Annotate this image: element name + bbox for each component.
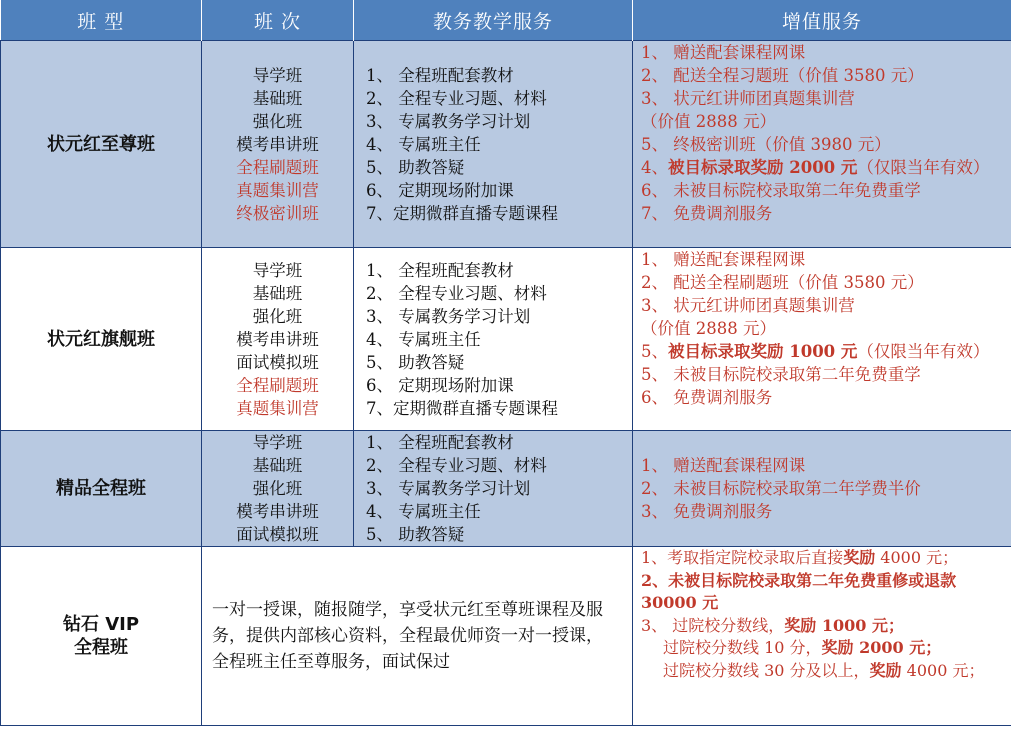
list-item: 模考串讲班 (236, 502, 319, 521)
list-item: 导学班 (252, 260, 303, 280)
list-item: 1、 全程班配套教材 (366, 433, 514, 452)
list-item: 基础班 (252, 456, 303, 475)
list-item: 面试模拟班 (236, 352, 319, 372)
list-item: 5、 助教答疑 (366, 157, 465, 177)
list-item (641, 615, 1011, 638)
list-item: 强化班 (252, 111, 303, 131)
table-row (1, 248, 1011, 431)
class-name: 状元红旗舰班 (1, 248, 202, 431)
list-item: 5、 助教答疑 (366, 352, 465, 372)
list-item: 2、 全程专业习题、材料 (366, 88, 547, 108)
list-item: 基础班 (252, 88, 303, 108)
list-item: 7、 免费调剂服务 (641, 204, 773, 223)
item-number: 5、 (641, 342, 668, 361)
list-item: 6、 定期现场附加课 (366, 180, 514, 200)
list-item (641, 570, 1011, 615)
class-name: 状元红至尊班 (1, 41, 202, 248)
list-item: 3、 专属教务学习计划 (366, 306, 531, 326)
list-item: （价值 2888 元） (641, 112, 776, 131)
header-class-type: 班 型 (1, 0, 202, 41)
class-name (1, 547, 202, 726)
list-item: 1、 赠送配套课程网课 (641, 43, 806, 62)
validity-text: （仅限当年有效） (857, 342, 990, 361)
list-item: 4、 专属班主任 (366, 502, 481, 521)
value-list (633, 547, 1011, 726)
value-list (633, 248, 1011, 431)
list-item: 6、 免费调剂服务 (641, 388, 773, 407)
value-list (633, 41, 1011, 248)
list-item (641, 637, 1011, 660)
list-item: 基础班 (252, 283, 303, 303)
list-item: 2、 全程专业习题、材料 (366, 283, 547, 303)
list-item: 终极密训班 (236, 203, 319, 223)
list-item: 6、 定期现场附加课 (366, 375, 514, 395)
header-row (1, 0, 1011, 41)
item-number: 4、 (641, 158, 668, 177)
list-item: 1、 全程班配套教材 (366, 260, 514, 280)
class-list (202, 41, 354, 248)
list-item: 2、 配送全程习题班（价值 3580 元） (641, 66, 924, 85)
list-item: 3、 状元红讲师团真题集训营 (641, 89, 855, 108)
list-item: 7、定期微群直播专题课程 (366, 203, 558, 223)
reward-text: 被目标录取奖励 2000 元 (668, 158, 858, 177)
list-item: 2、 未被目标院校录取第二年学费半价 (641, 479, 921, 498)
table-row (1, 431, 1011, 547)
class-name-line: 钻石 VIP (62, 614, 140, 635)
value-text: 4000 元； (901, 660, 985, 680)
validity-text: （仅限当年有效） (857, 158, 990, 177)
header-value-service: 增值服务 (633, 0, 1011, 41)
value-text: 4000 元； (875, 548, 959, 567)
list-item: 3、 专属教务学习计划 (366, 479, 531, 498)
list-item: 强化班 (252, 479, 303, 498)
list-item: 7、定期微群直播专题课程 (366, 398, 558, 418)
table-row (1, 547, 1011, 726)
list-item: 模考串讲班 (236, 134, 319, 154)
list-item: 5、 终极密训班（价值 3980 元） (641, 135, 891, 154)
class-list (202, 248, 354, 431)
table-row (1, 41, 1011, 248)
list-item: 3、 免费调剂服务 (641, 502, 773, 521)
list-item (641, 547, 1011, 570)
list-item: 2、 配送全程刷题班（价值 3580 元） (641, 273, 924, 292)
list-item: 面试模拟班 (236, 525, 319, 544)
class-list (202, 431, 354, 547)
list-item: 全程刷题班 (236, 375, 319, 395)
list-item: 3、 专属教务学习计划 (366, 111, 531, 131)
list-item: 5、 助教答疑 (366, 525, 465, 544)
value-text: 1、考取指定院校录取后直接 (641, 548, 844, 567)
service-list (354, 248, 633, 431)
list-item: （价值 2888 元） (641, 319, 776, 338)
list-item: 4、 专属班主任 (366, 134, 481, 154)
reward-text: 2、未被目标院校录取第二年免费重修或退款 30000 元 (641, 570, 957, 612)
list-item: 导学班 (252, 65, 303, 85)
reward-text: 奖励 1000 元； (784, 615, 904, 635)
vip-description: 一对一授课，随报随学，享受状元红至尊班课程及服务，提供内部核心资料，全程最优师资一对一授课，全程班主任至尊服务，面试保过 (202, 547, 633, 726)
reward-text: 被目标录取奖励 1000 元 (668, 342, 858, 361)
list-item (641, 156, 1011, 179)
list-item: 真题集训营 (236, 180, 319, 200)
value-text: 3、 过院校分数线， (641, 615, 785, 635)
list-item: 1、 赠送配套课程网课 (641, 250, 806, 269)
class-name-line: 全程班 (74, 637, 128, 658)
list-item: 真题集训营 (236, 398, 319, 418)
list-item: 6、 未被目标院校录取第二年免费重学 (641, 181, 921, 200)
list-item: 2、 全程专业习题、材料 (366, 456, 547, 475)
list-item: 导学班 (252, 433, 303, 452)
class-name: 精品全程班 (1, 431, 202, 547)
list-item: 4、 专属班主任 (366, 329, 481, 349)
header-class-level: 班 次 (202, 0, 354, 41)
service-list (354, 41, 633, 248)
value-text: 过院校分数线 10 分， (663, 638, 822, 657)
list-item: 全程刷题班 (236, 157, 319, 177)
list-item (641, 340, 1011, 363)
value-list (633, 431, 1011, 547)
reward-text: 奖励 (869, 660, 902, 680)
list-item: 5、 未被目标院校录取第二年免费重学 (641, 365, 921, 384)
value-text: 过院校分数线 30 分及以上， (663, 660, 870, 680)
reward-text: 奖励 2000 元； (821, 638, 942, 657)
list-item: 强化班 (252, 306, 303, 326)
list-item: 1、 全程班配套教材 (366, 65, 514, 85)
list-item: 1、 赠送配套课程网课 (641, 456, 806, 475)
service-list (354, 431, 633, 547)
header-teaching-service: 教务教学服务 (354, 0, 633, 41)
list-item: 模考串讲班 (236, 329, 319, 349)
list-item (641, 660, 1011, 683)
reward-text: 奖励 (843, 548, 876, 567)
list-item: 3、 状元红讲师团真题集训营 (641, 296, 855, 315)
